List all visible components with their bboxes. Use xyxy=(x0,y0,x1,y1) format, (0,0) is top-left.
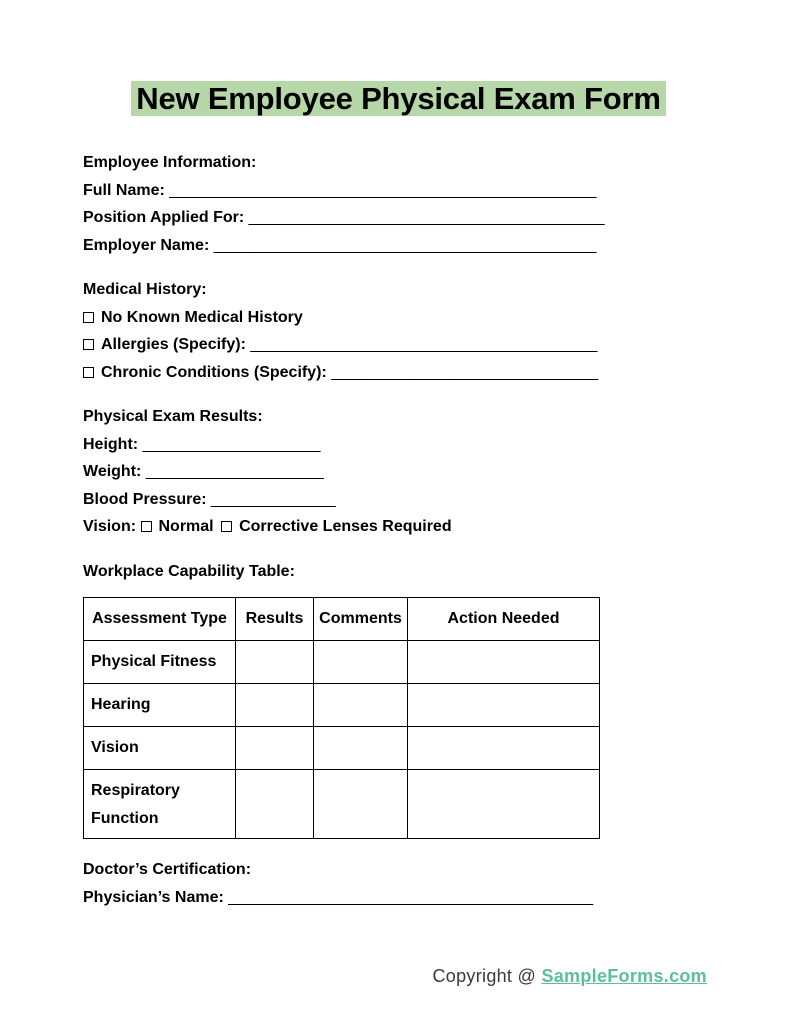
checkbox-icon[interactable] xyxy=(83,367,94,378)
title-block xyxy=(0,80,797,117)
row-label-physical-fitness: Physical Fitness xyxy=(84,641,236,684)
row-label-hearing: Hearing xyxy=(84,684,236,727)
fill-line-full-name[interactable]: ________________________________________________ xyxy=(169,181,597,199)
option-label-normal: Normal xyxy=(158,518,214,535)
checkbox-icon[interactable] xyxy=(221,521,232,532)
field-label: Height: xyxy=(83,435,139,453)
empty-cell[interactable] xyxy=(236,770,314,839)
field-label: Full Name: xyxy=(83,181,165,199)
field-label: Physician’s Name: xyxy=(83,888,224,906)
column-header-results: Results xyxy=(236,598,314,641)
page-title: New Employee Physical Exam Form xyxy=(131,81,665,116)
empty-cell[interactable] xyxy=(314,684,408,727)
empty-cell[interactable] xyxy=(314,641,408,684)
fill-line-height[interactable]: ____________________ xyxy=(142,435,321,453)
column-header-comments: Comments xyxy=(314,598,408,641)
field-label: Blood Pressure: xyxy=(83,490,207,508)
field-employer-name xyxy=(83,232,737,260)
field-physicians-name xyxy=(83,884,737,912)
column-header-action-needed: Action Needed xyxy=(408,598,600,641)
section-heading-physical-exam-results: Physical Exam Results: xyxy=(83,408,263,425)
row-label-vision: Vision xyxy=(84,727,236,770)
column-header-assessment-type: Assessment Type xyxy=(84,598,236,641)
option-no-known-medical-history xyxy=(83,304,737,332)
field-vision xyxy=(83,513,737,541)
empty-cell[interactable] xyxy=(408,727,600,770)
fill-line-physicians-name[interactable]: _________________________________________ xyxy=(228,888,594,906)
form-content xyxy=(0,149,797,911)
option-label: Allergies (Specify): xyxy=(101,336,246,353)
page-footer xyxy=(0,966,797,987)
empty-cell[interactable] xyxy=(408,641,600,684)
empty-cell[interactable] xyxy=(408,770,600,839)
section-physical-exam-results xyxy=(83,403,737,541)
section-heading-workplace-capability: Workplace Capability Table: xyxy=(83,562,295,580)
fill-line-chronic-conditions[interactable]: ______________________________ xyxy=(331,363,599,381)
field-weight xyxy=(83,458,737,486)
checkbox-icon[interactable] xyxy=(83,339,94,350)
sampleforms-link[interactable]: SampleForms.com xyxy=(541,966,707,986)
table-row xyxy=(84,684,600,727)
empty-cell[interactable] xyxy=(314,727,408,770)
table-header-row xyxy=(84,598,600,641)
option-chronic-conditions xyxy=(83,359,737,387)
field-label: Vision: xyxy=(83,518,137,535)
field-label: Weight: xyxy=(83,463,142,480)
fill-line-allergies[interactable]: _______________________________________ xyxy=(250,336,598,353)
option-label-corrective-lenses: Corrective Lenses Required xyxy=(239,518,452,535)
checkbox-icon[interactable] xyxy=(141,521,152,532)
section-workplace-capability xyxy=(83,558,737,840)
row-label-respiratory-function: Respiratory Function xyxy=(84,770,236,839)
option-label: Chronic Conditions (Specify): xyxy=(101,363,327,381)
empty-cell[interactable] xyxy=(314,770,408,839)
option-allergies xyxy=(83,331,737,359)
empty-cell[interactable] xyxy=(236,684,314,727)
field-full-name xyxy=(83,177,737,205)
empty-cell[interactable] xyxy=(236,727,314,770)
field-label: Position Applied For: xyxy=(83,209,245,226)
section-heading-medical-history: Medical History: xyxy=(83,281,207,298)
section-employee-information xyxy=(83,149,737,259)
field-height xyxy=(83,431,737,459)
table-row xyxy=(84,727,600,770)
fill-line-weight[interactable]: ____________________ xyxy=(145,463,324,480)
field-position-applied-for xyxy=(83,204,737,232)
fill-line-blood-pressure[interactable]: ______________ xyxy=(211,490,336,508)
table-row xyxy=(84,641,600,684)
checkbox-icon[interactable] xyxy=(83,312,94,323)
section-doctors-certification xyxy=(83,856,737,911)
option-label: No Known Medical History xyxy=(101,308,303,326)
empty-cell[interactable] xyxy=(236,641,314,684)
table-row xyxy=(84,770,600,839)
section-medical-history xyxy=(83,276,737,386)
field-blood-pressure xyxy=(83,486,737,514)
empty-cell[interactable] xyxy=(408,684,600,727)
copyright-text: Copyright @ xyxy=(432,966,537,986)
section-heading-doctors-certification: Doctor’s Certification: xyxy=(83,861,252,878)
field-label: Employer Name: xyxy=(83,236,210,254)
fill-line-employer-name[interactable]: ___________________________________________ xyxy=(213,236,597,254)
capability-table xyxy=(83,597,600,839)
fill-line-position-applied-for[interactable]: ________________________________________ xyxy=(248,209,605,226)
section-heading-employee-information: Employee Information: xyxy=(83,154,257,171)
